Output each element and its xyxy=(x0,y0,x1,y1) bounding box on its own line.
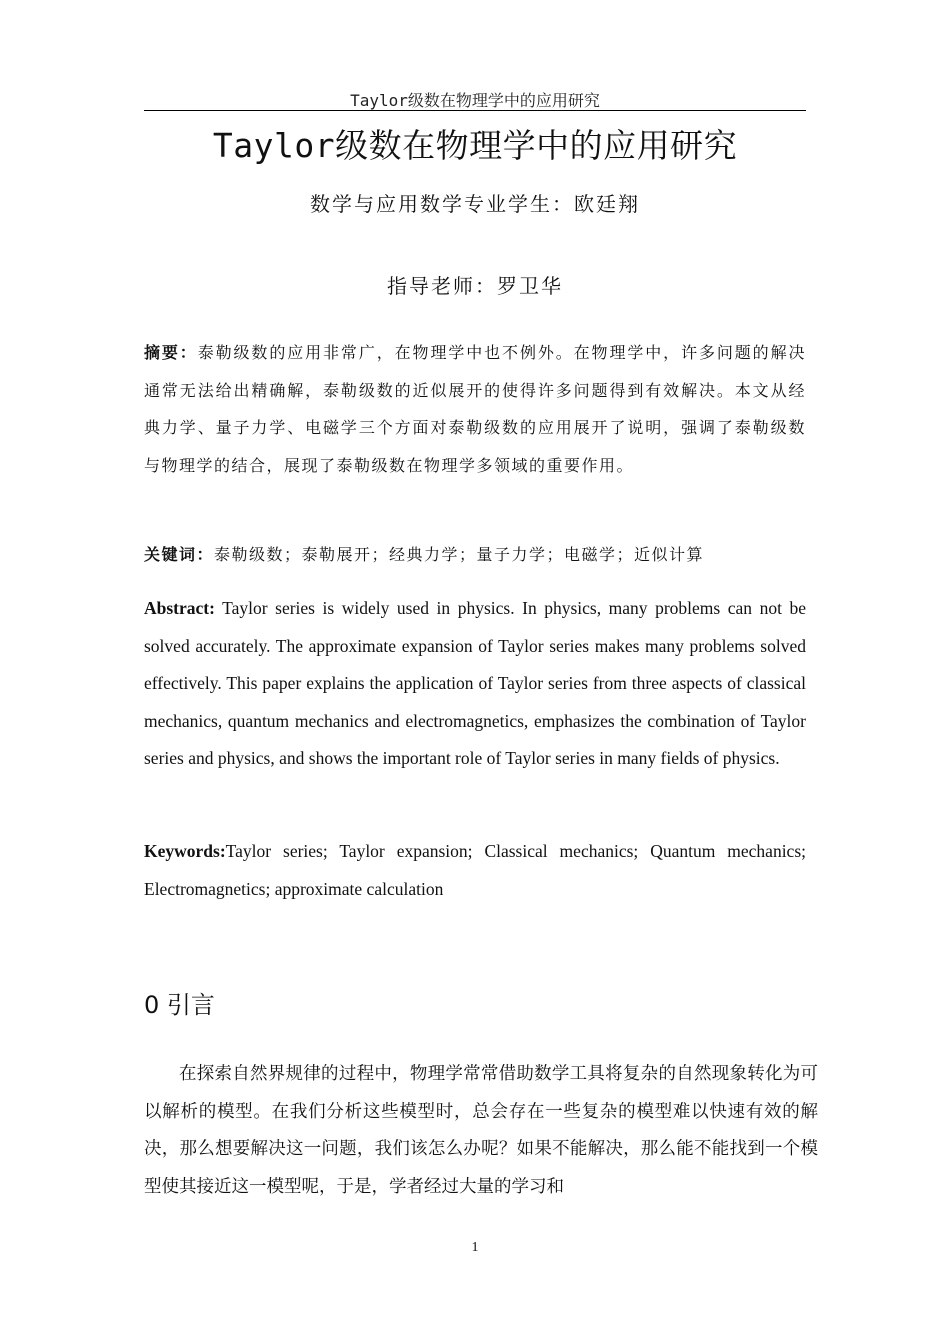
abstract-cn xyxy=(144,334,806,484)
keywords-cn-label: 关键词： xyxy=(144,545,215,564)
advisor-line: 指导老师：罗卫华 xyxy=(387,274,563,298)
running-header: Taylor级数在物理学中的应用研究 xyxy=(350,91,600,110)
section-heading: 0 引言 xyxy=(144,991,215,1019)
abstract-cn-label: 摘要： xyxy=(144,343,198,362)
keywords-cn xyxy=(144,536,806,574)
abstract-cn-text: 泰勒级数的应用非常广，在物理学中也不例外。在物理学中，许多问题的解决通常无法给出精确解，泰勒级数的近似展开的使得许多问题得到有效解决。本文从经典力学、量子力学、电磁学三个方面对泰勒级数的应用展开了说明，强调了泰勒级数与物理学的结合，展现了泰勒级数在物理学多领域的重要作用。 xyxy=(144,343,806,475)
author-line: 数学与应用数学专业学生：欧廷翔 xyxy=(310,192,640,216)
keywords-en-label: Keywords: xyxy=(144,841,226,861)
abstract-en-text: Taylor series is widely used in physics. In physics, many problems can not be solved accurately. The approximate expansion of Taylor series makes many problems solved effectively. This paper explains the application of Taylor series from three aspects of classical mechanics, quantum mechanics and electromagnetics, emphasizes the combination of Taylor series and physics, and shows the important role of Taylor series in many fields of physics. xyxy=(144,598,806,768)
abstract-en xyxy=(144,590,806,778)
intro-paragraph: 在探索自然界规律的过程中，物理学常常借助数学工具将复杂的自然现象转化为可以解析的模型。在我们分析这些模型时，总会存在一些复杂的模型难以快速有效的解决，那么想要解决这一问题，我们该怎么办呢？如果不能解决，那么能不能找到一个模型使其接近这一模型呢，于是，学者经过大量的学习和 xyxy=(144,1064,818,1197)
paper-title: Taylor级数在物理学中的应用研究 xyxy=(212,126,738,165)
page-number: 1 xyxy=(471,1240,479,1255)
abstract-en-label: Abstract: xyxy=(144,598,215,618)
keywords-cn-text: 泰勒级数；泰勒展开；经典力学；量子力学；电磁学；近似计算 xyxy=(214,545,705,564)
header-rule xyxy=(144,110,806,111)
keywords-en xyxy=(144,833,806,908)
keywords-en-text: Taylor series; Taylor expansion; Classical mechanics; Quantum mechanics; Electromagnetics; approximate calculation xyxy=(144,841,806,899)
